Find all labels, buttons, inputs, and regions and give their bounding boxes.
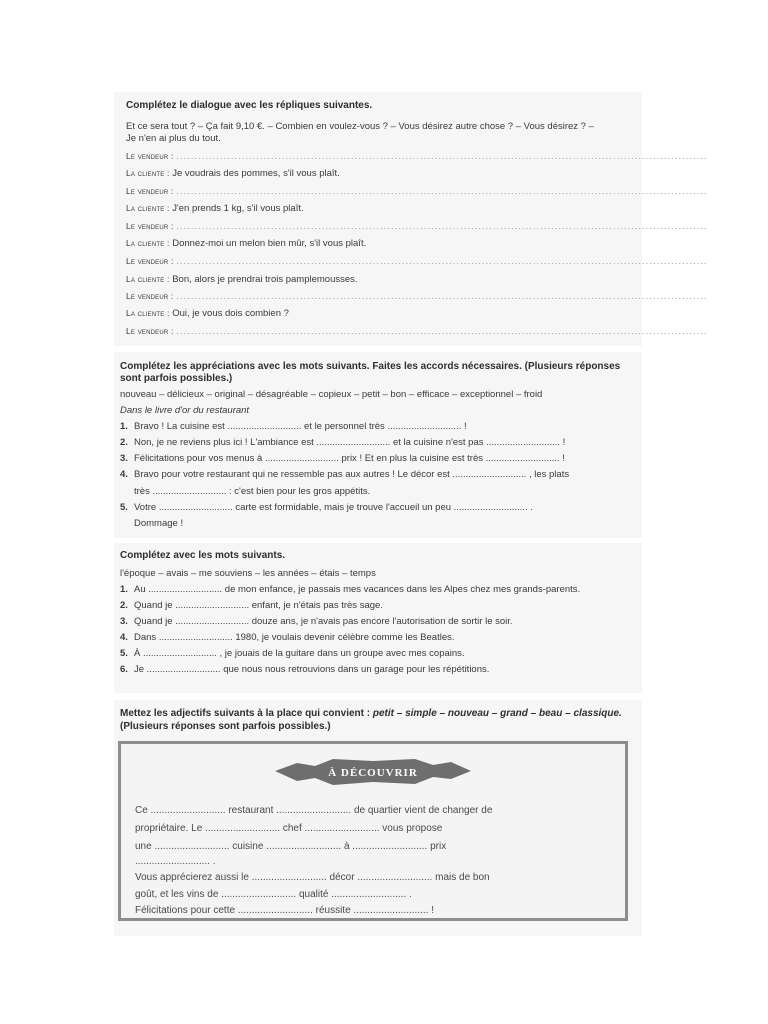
dialogue-line-cliente [126, 274, 358, 285]
panel-text-line: Félicitations pour cette ........................... réussite ........................... ! [135, 905, 434, 916]
exercise-2-item-cont: Dommage ! [134, 518, 184, 529]
exercise-2-word-list: nouveau – délicieux – original – désagréable – copieux – petit – bon – efficace – exceptionnel – froid [120, 389, 543, 400]
dialogue-text: J'en prends 1 kg, s'il vous plaît. [172, 203, 304, 214]
dialogue-text: Je voudrais des pommes, s'il vous plaît. [172, 168, 340, 179]
speaker-label: La cliente : [126, 203, 170, 213]
speaker-label: Le vendeur : [126, 151, 174, 161]
dialogue-text: Donnez-moi un melon bien mûr, s'il vous plaît. [172, 238, 367, 249]
exercise-2-item: 1. Bravo ! La cuisine est ............................ et le personnel très ............................ ! [120, 421, 467, 432]
speaker-label: Le vendeur : [126, 291, 174, 301]
dialogue-line-cliente [126, 168, 340, 179]
exercise-3-item: 1. Au ............................ de mon enfance, je passais mes vacances dans les Alpes chez mes grands-parents. [120, 584, 581, 595]
answer-blank[interactable]: .................................................................................................................................................. [176, 151, 708, 162]
speaker-label: La cliente : [126, 274, 170, 284]
discover-banner [275, 757, 471, 787]
speaker-label: La cliente : [126, 168, 170, 178]
dialogue-line-vendeur [126, 186, 708, 197]
panel-text-line: goût, et les vins de ........................... qualité ........................... . [135, 889, 412, 900]
exercise-2-subtitle: Dans le livre d'or du restaurant [120, 405, 250, 416]
dialogue-text: Bon, alors je prendrai trois pamplemousses. [172, 274, 358, 285]
adjective-list: petit – simple – nouveau – grand – beau – classique. [372, 708, 622, 719]
speaker-label: Le vendeur : [126, 256, 174, 266]
speaker-label: Le vendeur : [126, 221, 174, 231]
exercise-3-item: 2. Quand je ............................ enfant, je n'étais pas très sage. [120, 600, 383, 611]
exercise-1-prompt-cont: Je n'en ai plus du tout. [126, 133, 221, 144]
answer-blank[interactable]: .................................................................................................................................................. [176, 326, 708, 337]
dialogue-line-vendeur [126, 326, 708, 337]
answer-blank[interactable]: .................................................................................................................................................. [176, 256, 708, 267]
dialogue-line-vendeur [126, 221, 708, 232]
panel-text-line: ........................... . [135, 856, 216, 867]
answer-blank[interactable]: .................................................................................................................................................. [176, 221, 708, 232]
dialogue-line-vendeur [126, 256, 708, 267]
exercise-3-item: 6. Je ............................ que nous nous retrouvions dans un garage pour les répétitions. [120, 664, 490, 675]
exercise-3-title: Complétez avec les mots suivants. [120, 550, 286, 561]
exercise-1-prompt: Et ce sera tout ? – Ça fait 9,10 €. – Combien en voulez-vous ? – Vous désirez autre chose ? – Vous désirez ? – [126, 121, 594, 132]
banner-title: À DÉCOUVRIR [328, 767, 418, 779]
panel-text-line: propriétaire. Le ........................... chef ........................... vous propose [135, 823, 443, 834]
answer-blank[interactable]: .................................................................................................................................................. [176, 186, 708, 197]
exercise-2-item: 4. Bravo pour votre restaurant qui ne ressemble pas aux autres ! Le décor est ............................ , les plats [120, 469, 570, 480]
exercise-2-title: Complétez les appréciations avec les mots suivants. Faites les accords nécessaires. (Plusieurs réponses [120, 361, 621, 372]
exercise-2-item: 3. Félicitations pour vos menus à ............................ prix ! Et en plus la cuisine est très ............................ ! [120, 453, 565, 464]
panel-text-line: Ce ........................... restaurant ........................... de quartier vient de changer de [135, 805, 493, 816]
dialogue-line-vendeur [126, 291, 708, 302]
speaker-label: La cliente : [126, 238, 170, 248]
exercise-2-item: 2. Non, je ne reviens plus ici ! L'ambiance est ............................ et la cuisine n'est pas ............................ ! [120, 437, 566, 448]
exercise-3-item: 4. Dans ............................ 1980, je voulais devenir célèbre comme les Beatles. [120, 632, 455, 643]
exercise-2-title-cont: sont parfois possibles.) [120, 373, 233, 384]
exercise-3-item: 5. À ............................ , je jouais de la guitare dans un groupe avec mes copains. [120, 648, 465, 659]
exercise-4-title: Mettez les adjectifs suivants à la place qui convient : petit – simple – nouveau – grand – beau – classique. [120, 708, 622, 719]
speaker-label: La cliente : [126, 308, 170, 318]
exercise-3-item: 3. Quand je ............................ douze ans, je n'avais pas encore l'autorisation de sortir le soir. [120, 616, 513, 627]
exercise-2-item: 5. Votre ............................ carte est formidable, mais je trouve l'accueil un peu ............................ . [120, 502, 533, 513]
panel-text-line: une ........................... cuisine ........................... à ........................... prix [135, 841, 447, 852]
dialogue-line-cliente [126, 203, 304, 214]
speaker-label: Le vendeur : [126, 186, 174, 196]
exercise-4-title-cont: (Plusieurs réponses sont parfois possibles.) [120, 721, 331, 732]
panel-text-line: Vous apprécierez aussi le ........................... décor ........................... mais de bon [135, 872, 490, 883]
dialogue-line-cliente [126, 308, 289, 319]
exercise-3-word-list: l'époque – avais – me souviens – les années – étais – temps [120, 568, 376, 579]
speaker-label: Le vendeur : [126, 326, 174, 336]
dialogue-line-vendeur [126, 151, 708, 162]
dialogue-line-cliente [126, 238, 366, 249]
exercise-1-title: Complétez le dialogue avec les répliques suivantes. [126, 100, 373, 111]
dialogue-text: Oui, je vous dois combien ? [172, 308, 289, 319]
exercise-2-item-cont: très ............................ : c'est bien pour les gros appétits. [134, 486, 371, 497]
answer-blank[interactable]: .................................................................................................................................................. [176, 291, 708, 302]
